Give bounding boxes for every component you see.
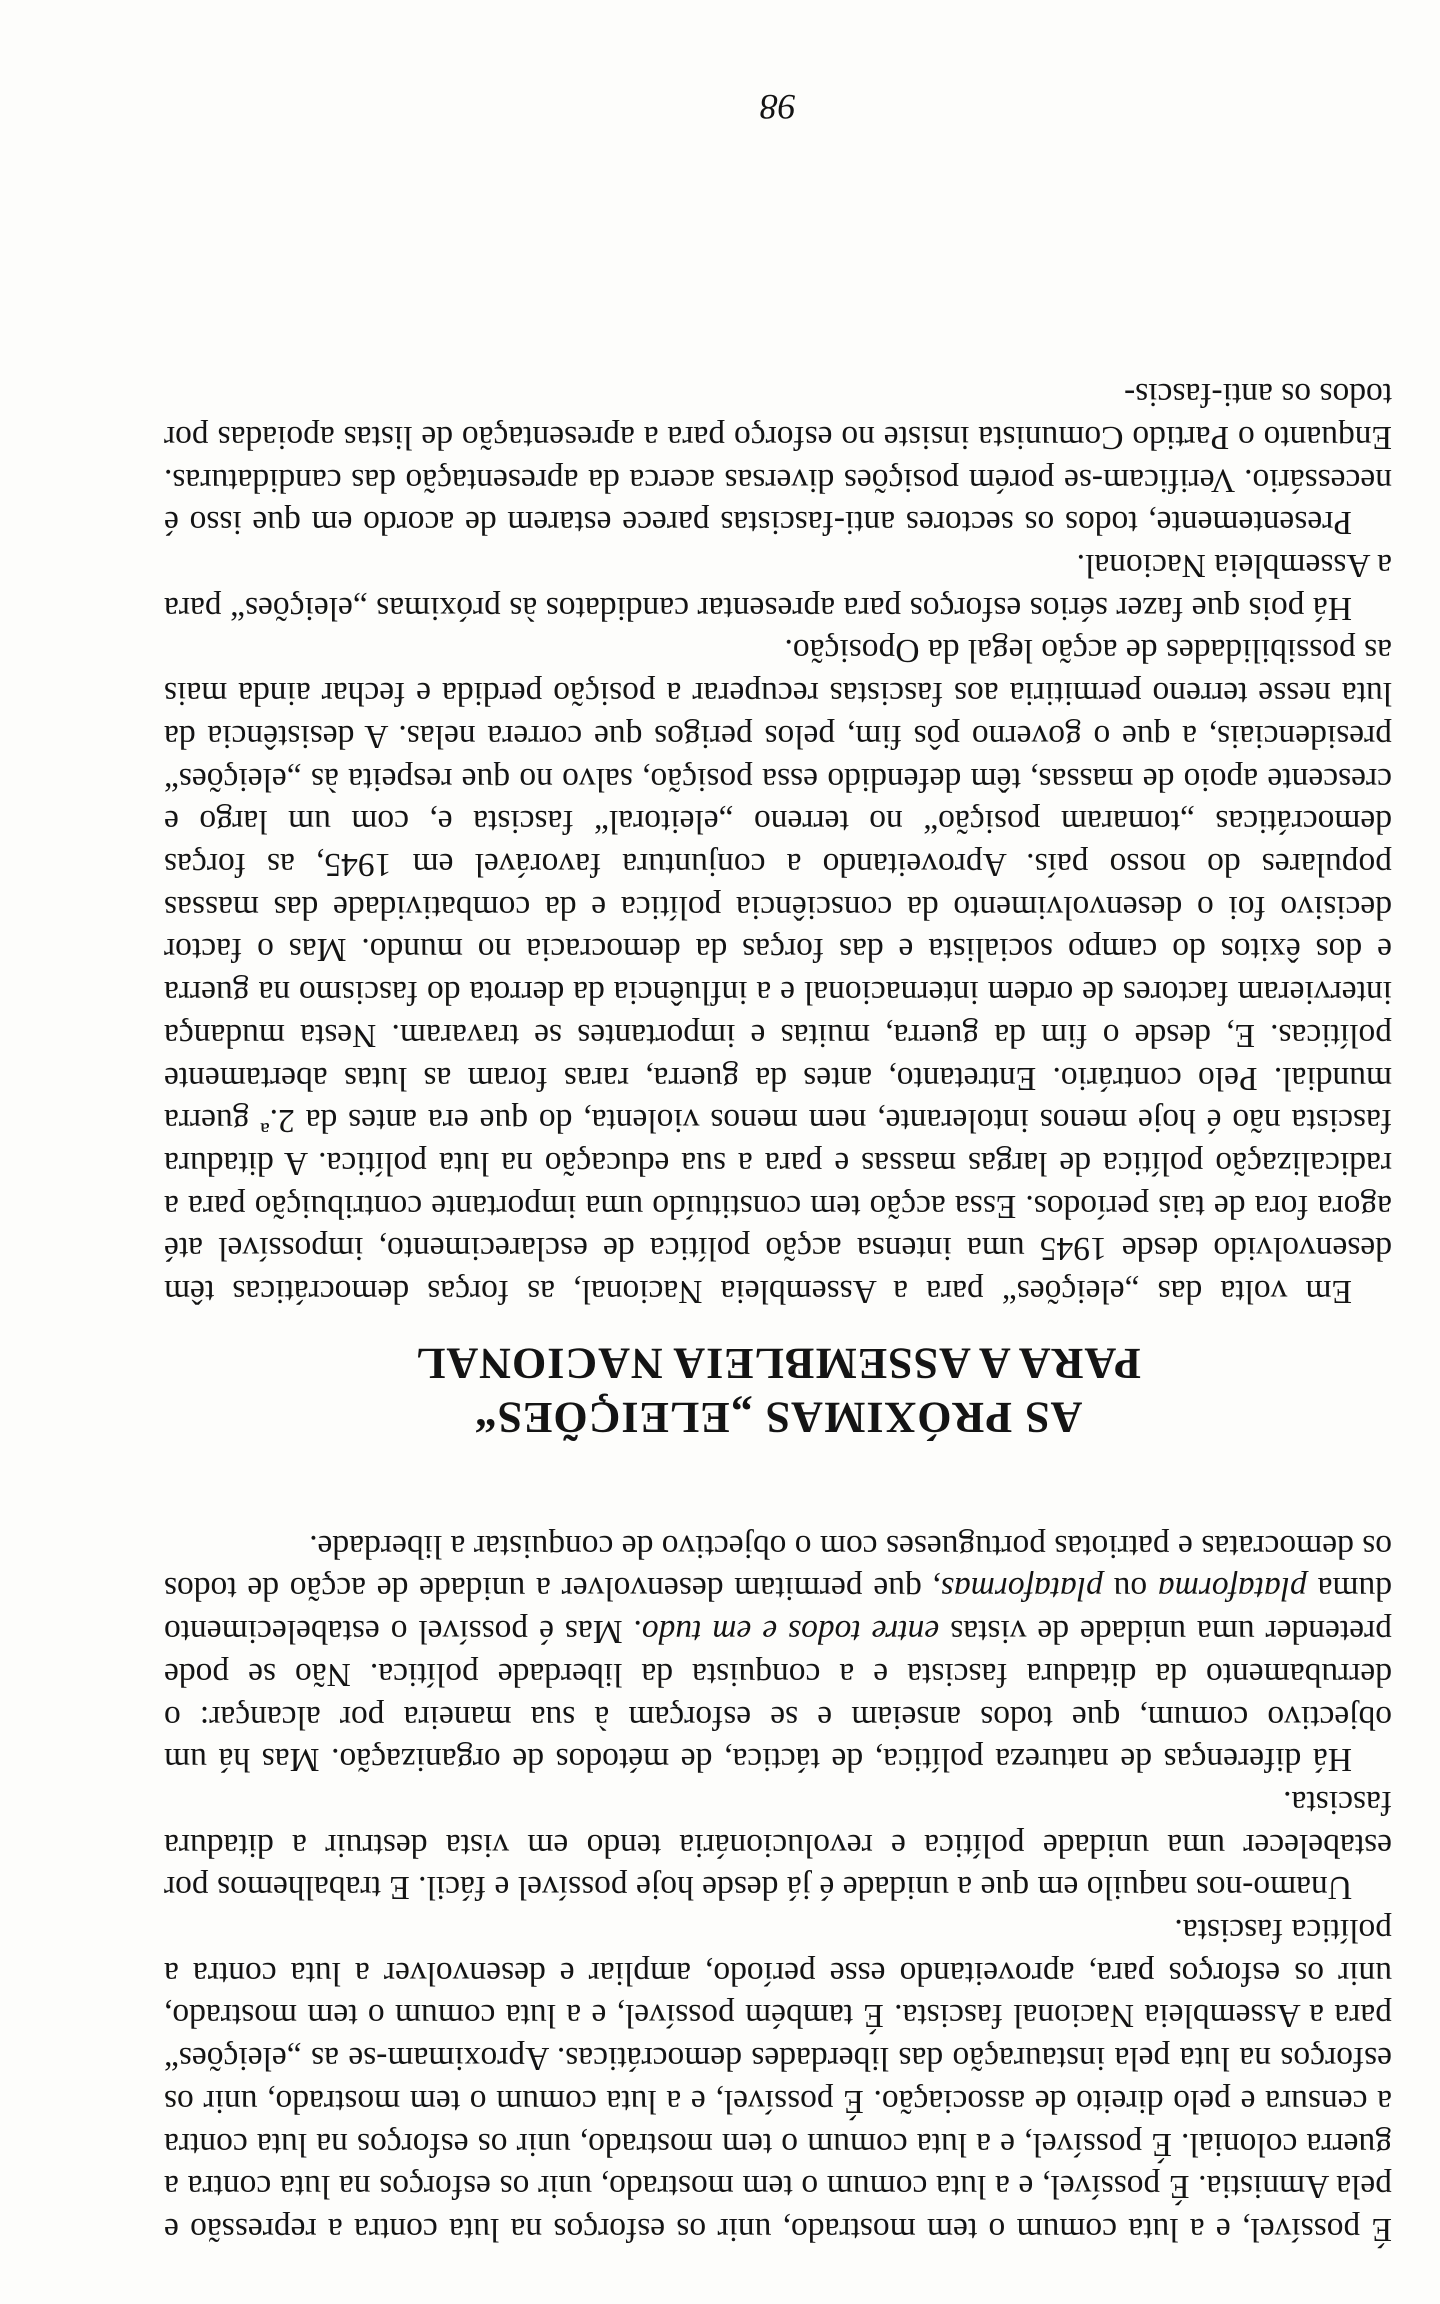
intro-paragraph-3-part-d: , que permitam desenvolver a unidade de acção de todos os democratas e patriotas portugueses com o objectivo de conquistar a liberdade. — [164, 1527, 1392, 1608]
intro-paragraph-3-part-b: . Mas é possível o estabelecimento duma — [163, 1570, 1392, 1651]
page-text-block — [163, 87, 1392, 2250]
intro-paragraph-3-part-a: Há diferenças de natureza política, de táctica, de métodos de organização. Mas há um objectivo comum, que todos anseiam e se esforçam à sua maneira por alcançar: o derrubamento da ditadura fascista e a conquista da liberdade política. Não se pode pretender uma unidade de vistas — [164, 1613, 1392, 1779]
intro-paragraph-1: É possível, e a luta comum o tem mostrado, unir os esforços na luta contra a repressão e pela Amnistia. É possível, e a luta comum o tem mostrado, unir os esforços na luta contra a guerra colonial. É possível, e a luta comum o tem mostrado, unir os esforços na luta contra a censura e pelo direito de associação. É possível, e a luta comum o tem mostrado, unir os esforços na luta pela instauração das liberdades democráticas. Aproximam-se as „eleições“ para a Assembleia Nacional fascista. É também possível, e a luta comum o tem mostrado, unir os esforços para, aproveitando esse período, ampliar e desenvolver a luta contra a política fascista. — [164, 1912, 1392, 2248]
heading-line-1: AS PRÓXIMAS „ELEIÇÕES“ — [473, 1393, 1083, 1443]
emphasis-plataformas: plataformas — [940, 1570, 1103, 1608]
emphasis-entre-todos: entre todos e em tudo — [641, 1613, 940, 1651]
body-paragraph-2: Há pois que fazer sérios esforços para apresentar candidatos às próximas „eleições“ para a Assembleia Nacional. — [164, 547, 1392, 627]
heading-line-2: PARA A ASSEMBLEIA NACIONAL — [415, 1339, 1141, 1389]
intro-paragraph-2: Unamo-nos naquilo em que a unidade é já desde hoje possível e fácil. E trabalhemos por estabelecer uma unidade política e revolucionária tendo em vista destruir a ditadura fascista. — [164, 1783, 1392, 1907]
intro-paragraph-3 — [164, 1524, 1392, 1780]
intro-paragraph-3-part-c: ou — [1102, 1570, 1158, 1608]
section-heading — [164, 1336, 1392, 1444]
body-paragraph-3: Presentemente, todos os sectores anti-fascistas parece estarem de acordo em que isso é necessário. Verificam-se porém posições diversas acerca da apresentação das candidaturas. Enquanto o Partido Comunista insiste no esforço para a apresentação de listas apoiadas por todos os anti-fascis- — [164, 376, 1392, 542]
emphasis-plataforma: plataforma — [1157, 1570, 1307, 1608]
page-number: 98 — [760, 87, 796, 127]
body-paragraph-1: Em volta das „eleições“ para a Assembleia Nacional, as forças democráticas têm desenvolvido desde 1945 uma intensa acção política de esclarecimento, impossível até agora fora de tais períodos. Essa acção tem constituído uma importante contribuição para a radicalização política de largas massas e para a sua educação na luta política. A ditadura fascista não é hoje menos intolerante, nem menos violenta, do que era antes da 2.ª guerra mundial. Pelo contrário. Entretanto, antes da guerra, raras foram as lutas abertamente políticas. E, desde o fim da guerra, muitas e importantes se travaram. Nesta mudança intervieram factores de ordem internacional e a influência da derrota do fascismo na guerra e dos êxitos do campo socialista e das forças da democracia no mundo. Mas o factor decisivo foi o desenvolvimento da consciência política e da combatividade das massas populares do nosso país. Aproveitando a conjuntura favorável em 1945, as forças democráticas „tomaram posição“ no terreno „eleitoral“ fascista e, com um largo e crescente apoio de massas, têm defendido essa posição, salvo no que respeita às „eleições“ presidenciais, a que o governo pôs fim, pelos perigos que correra nelas. A desistência da luta nesse terreno permitiria aos fascistas recuperar a posição perdida e fechar ainda mais as possibilidades de acção legal da Oposição. — [164, 632, 1392, 1311]
